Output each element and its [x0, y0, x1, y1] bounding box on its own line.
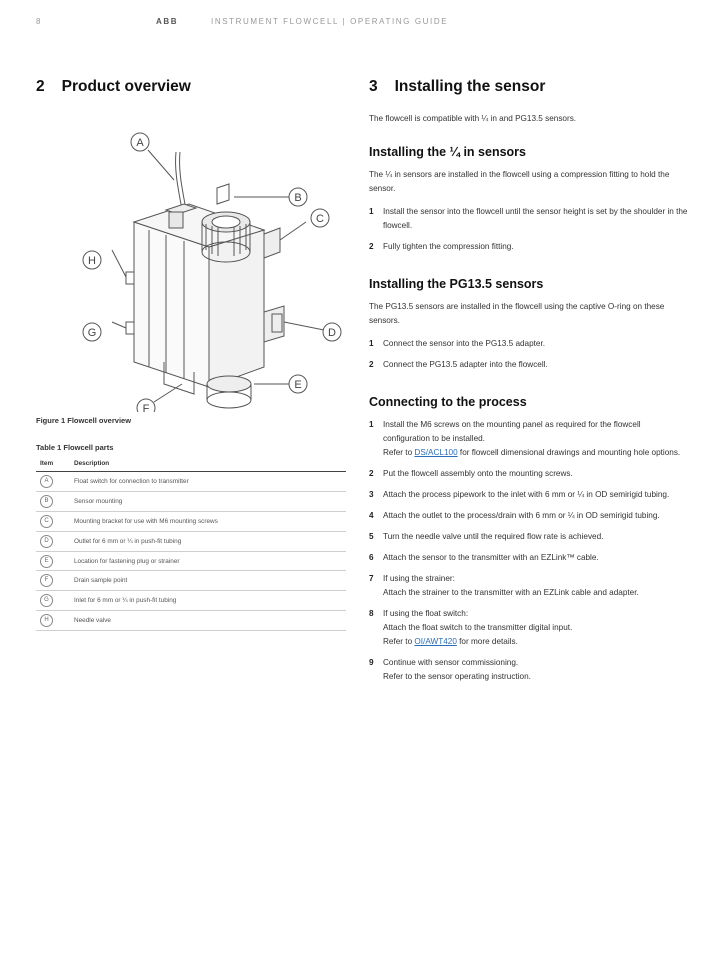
callout-a: A [136, 137, 144, 149]
callout-g: G [87, 327, 97, 339]
table-row [36, 511, 346, 531]
item-description: Outlet for 6 mm or ¼ in push-fit tubing [70, 531, 346, 551]
heading-connecting-process: Connecting to the process [369, 395, 527, 409]
col-header-description: Description [70, 456, 346, 472]
list-item: 1 Connect the sensor into the PG13.5 adapter. [369, 339, 546, 348]
pg-steps [369, 337, 689, 372]
callout-f: F [142, 403, 150, 412]
col-header-item: Item [36, 456, 70, 472]
process-steps [369, 418, 689, 684]
list-item: 5 Turn the needle valve until the required flow rate is achieved. [369, 532, 604, 541]
list-item: 6 Attach the sensor to the transmitter with an EZLink™ cable. [369, 553, 599, 562]
table-row [36, 491, 346, 511]
section-number: 2 [36, 78, 45, 95]
section-number: 3 [369, 78, 378, 95]
list-item: 3 Attach the process pipework to the inlet with 6 mm or ¼ in OD semirigid tubing. [369, 490, 670, 499]
list-item: 2 Connect the PG13.5 adapter into the flowcell. [369, 360, 548, 369]
item-callout: B [40, 495, 53, 508]
section-title: Product overview [61, 78, 191, 95]
flowcell-illustration [54, 122, 354, 412]
parts-table [36, 456, 346, 631]
item-description: Inlet for 6 mm or ¼ in push-fit tubing [70, 591, 346, 611]
callout-c: C [316, 213, 324, 225]
left-column [36, 78, 346, 625]
item-callout: E [40, 555, 53, 568]
list-item: 2 Fully tighten the compression fitting. [369, 242, 514, 251]
item-description: Needle valve [70, 611, 346, 631]
callout-e: E [294, 379, 302, 391]
oi-awt420-link[interactable]: OI/AWT420 [414, 637, 457, 646]
pg-text: The PG13.5 sensors are installed in the flowcell using the captive O-ring on these sensors. [369, 302, 665, 325]
intro-text: The flowcell is compatible with ¼ in and PG13.5 sensors. [369, 114, 577, 123]
callout-d: D [328, 327, 336, 339]
item-callout: G [40, 594, 53, 607]
figure-caption: Figure 1 Flowcell overview [36, 416, 132, 425]
item-description: Sensor mounting [70, 491, 346, 511]
doc-title: INSTRUMENT FLOWCELL | OPERATING GUIDE [211, 17, 449, 26]
callout-b: B [294, 192, 302, 204]
quarter-steps [369, 205, 689, 254]
item-callout: H [40, 614, 53, 627]
flowcell-figure [54, 122, 354, 412]
list-item: 8 If using the float switch: Attach the float switch to the transmitter digital input. Refer to OI/AWT420 for more details. [369, 609, 573, 646]
brand-name: ABB [156, 17, 179, 26]
quarter-text: The ¼ in sensors are installed in the flowcell using a compression fitting to hold the sensor. [369, 170, 670, 193]
section-heading-installing-sensor [369, 78, 689, 96]
item-description: Float switch for connection to transmitter [70, 472, 346, 492]
ds-acl100-link[interactable]: DS/ACL100 [414, 448, 458, 457]
section-title: Installing the sensor [394, 78, 546, 95]
list-item: 2 Put the flowcell assembly onto the mounting screws. [369, 469, 573, 478]
right-column [369, 78, 689, 684]
table-row [36, 591, 346, 611]
list-item: 7 If using the strainer: Attach the strainer to the transmitter with an EZLink cable and adapter. [369, 574, 639, 597]
list-item: 1 Install the M6 screws on the mounting panel as required for the flowcell configuration to be installed. Refer to DS/ACL100 for flowcell dimensional drawings and mounting hole options. [369, 420, 681, 457]
heading-quarter-inch: Installing the ¼ in sensors [369, 145, 526, 159]
table-row [36, 571, 346, 591]
table-row [36, 551, 346, 571]
item-callout: F [40, 574, 53, 587]
table-row [36, 531, 346, 551]
callout-h: H [88, 255, 96, 267]
list-item: 4 Attach the outlet to the process/drain with 6 mm or ¼ in OD semirigid tubing. [369, 511, 660, 520]
table-row [36, 472, 346, 492]
table-row [36, 611, 346, 631]
heading-pg135: Installing the PG13.5 sensors [369, 277, 544, 291]
table-caption: Table 1 Flowcell parts [36, 443, 114, 452]
item-callout: D [40, 535, 53, 548]
item-description: Location for fastening plug or strainer [70, 551, 346, 571]
item-description: Drain sample point [70, 571, 346, 591]
page-number: 8 [36, 17, 43, 26]
list-item: 1 Install the sensor into the flowcell until the sensor height is set by the shoulder in the flowcell. [369, 207, 688, 230]
section-heading-product-overview [36, 78, 346, 96]
list-item: 9 Continue with sensor commissioning. Refer to the sensor operating instruction. [369, 658, 531, 681]
item-description: Mounting bracket for use with M6 mounting screws [70, 511, 346, 531]
item-callout: A [40, 475, 53, 488]
item-callout: C [40, 515, 53, 528]
